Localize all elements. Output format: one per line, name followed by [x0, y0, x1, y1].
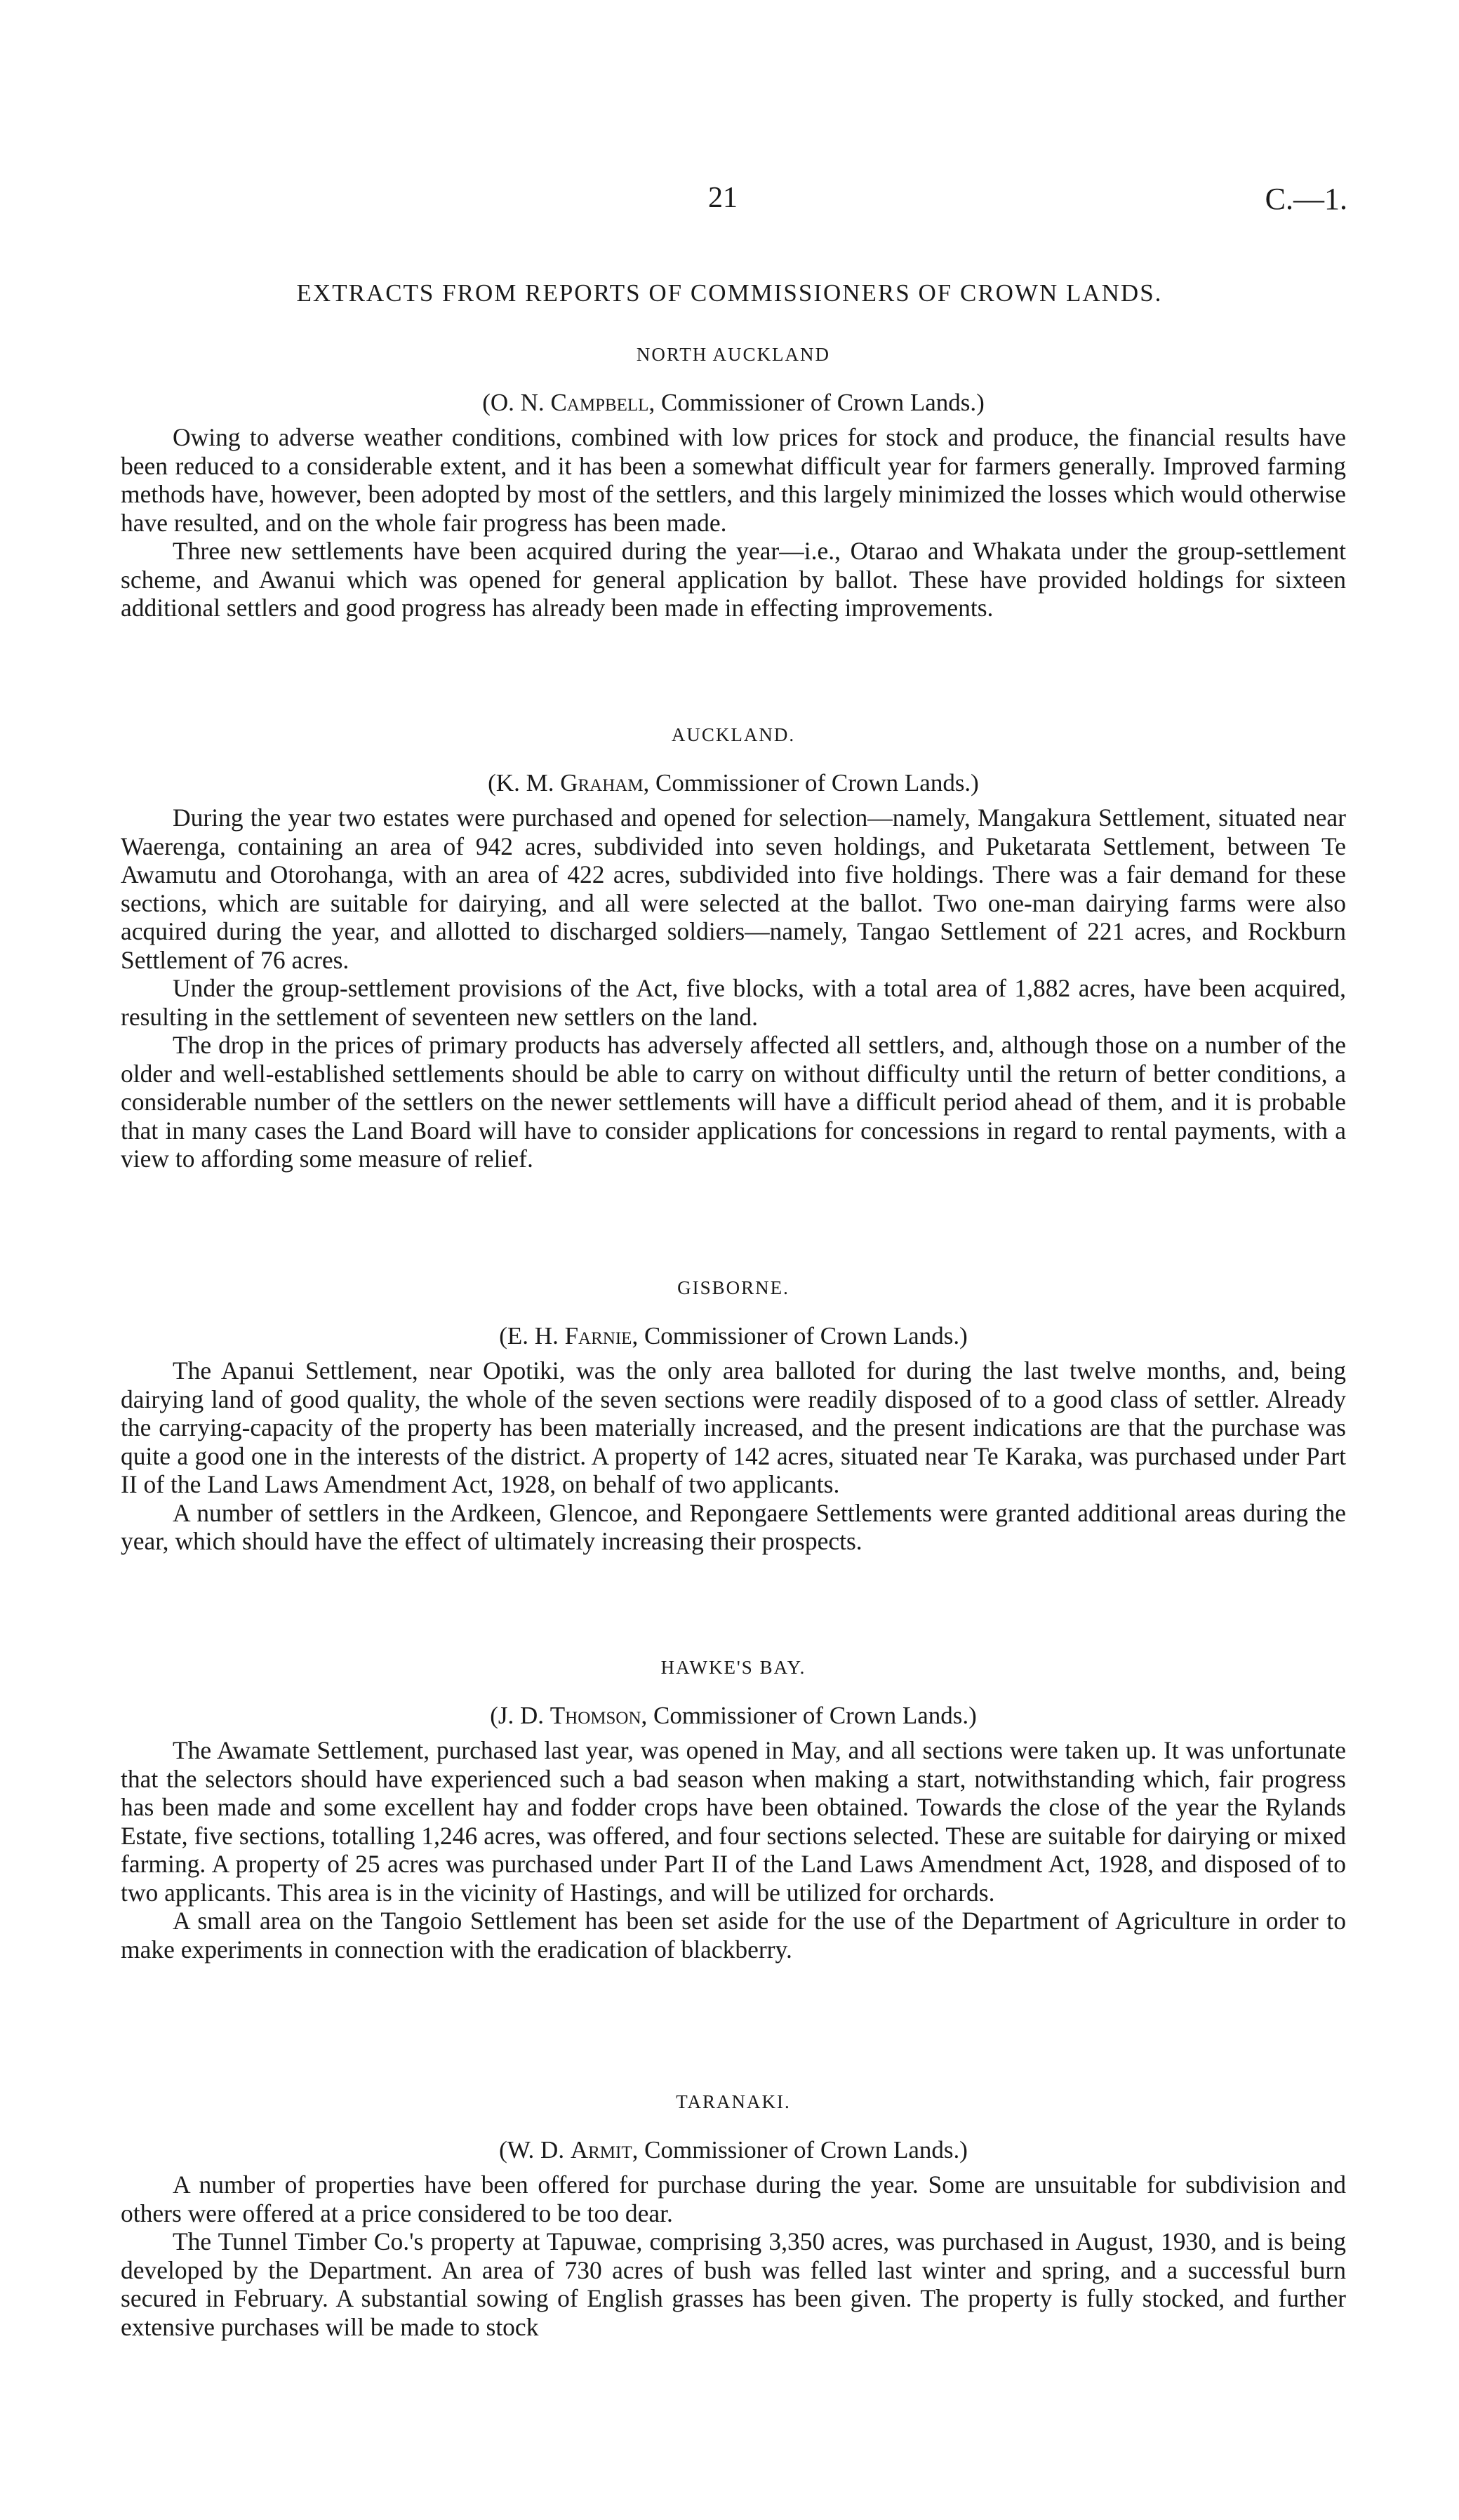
commissioner-initials: (J. D. [490, 1702, 550, 1729]
commissioner-line [121, 382, 1346, 423]
commissioner-title: , Commissioner of Crown Lands.) [632, 1322, 968, 1349]
section-auckland [121, 721, 1346, 1173]
paragraph: The Apanui Settlement, near Opotiki, was the only area balloted for during the last twelve months, and, being dairying land of good quality, the whole of the seven sections were readily disposed of to a good class of settler. Already the carrying-capacity of the property has been materially increased, and the present indications are that the purchase was quite a good one in the interests of the district. A property of 142 acres, situated near Te Karaka, was purchased under Part II of the Land Laws Amendment Act, 1928, on behalf of two applicants. [121, 1356, 1346, 1498]
paragraph: Under the group-settlement provisions of the Act, five blocks, with a total area of 1,882 acres, have been acquired, resulting in the settlement of seventeen new settlers on the land. [121, 974, 1346, 1031]
commissioner-line [121, 1316, 1346, 1356]
paragraph: A number of settlers in the Ardkeen, Glencoe, and Repongaere Settlements were granted additional areas during the year, which should have the effect of ultimately increasing their prospects. [121, 1498, 1346, 1555]
section-heading: HAWKE'S BAY. [660, 1657, 806, 1678]
section-heading: AUCKLAND. [671, 724, 796, 745]
page-number: 21 [708, 182, 738, 214]
section-heading: GISBORNE. [677, 1277, 790, 1298]
section-heading: TARANAKI. [676, 2091, 791, 2112]
commissioner-name: Thomson [549, 1702, 641, 1729]
commissioner-initials: (K. M. [488, 769, 561, 796]
paragraph: A small area on the Tangoio Settlement has been set aside for the use of the Department of Agriculture in order to make experiments in connection with the eradication of blackberry. [121, 1907, 1346, 1964]
commissioner-line [121, 2130, 1346, 2171]
paragraph: Three new settlements have been acquired during the year—i.e., Otarao and Whakata under the group-settlement scheme, and Awanui which was opened for general application by ballot. These have provided holdings for sixteen additional settlers and good progress has already been made in effecting improvements. [121, 537, 1346, 622]
paragraph: The drop in the prices of primary products has adversely affected all settlers, and, although those on a number of the older and well-established settlements should be able to carry on without difficulty until the return of better conditions, a considerable number of the settlers on the newer settlements will have a difficult period ahead of them, and it is probable that in many cases the Land Board will have to consider applications for concessions in regard to rental payments, with a view to affording some measure of relief. [121, 1031, 1346, 1173]
paragraph: A number of properties have been offered for purchase during the year. Some are unsuitable for subdivision and others were offered at a price considered to be too dear. [121, 2171, 1346, 2227]
commissioner-title: , Commissioner of Crown Lands.) [643, 769, 979, 796]
section-heading: NORTH AUCKLAND [636, 344, 831, 365]
commissioner-name: Graham [560, 769, 644, 796]
paragraph: The Tunnel Timber Co.'s property at Tapuwae, comprising 3,350 acres, was purchased in August, 1930, and is being developed by the Department. An area of 730 acres of bush was felled last winter and spring, and a successful burn secured in February. A substantial sowing of English grasses has been given. The property is fully stocked, and further extensive purchases will be made to stock [121, 2227, 1346, 2341]
commissioner-name: Farnie [564, 1322, 632, 1349]
paragraph: During the year two estates were purchased and opened for selection—namely, Mangakura Settlement, situated near Waerenga, containing an area of 942 acres, subdivided into seven holdings, and Puketarata Settlement, between Te Awamutu and Otorohanga, with an area of 422 acres, subdivided into five holdings. There was a fair demand for these sections, which are suitable for dairying, and all were selected at the ballot. Two one-man dairying farms were also acquired during the year, and allotted to discharged soldiers—namely, Tangao Settlement of 221 acres, and Rockburn Settlement of 76 acres. [121, 804, 1346, 974]
commissioner-line [121, 1695, 1346, 1736]
commissioner-name: Campbell [550, 389, 649, 416]
document-reference: C.—1. [1265, 182, 1347, 216]
commissioner-title: , Commissioner of Crown Lands.) [641, 1702, 977, 1729]
page-title: EXTRACTS FROM REPORTS OF COMMISSIONERS OF CROWN LANDS. [296, 279, 1163, 307]
commissioner-initials: (O. N. [482, 389, 551, 416]
section-gisborne [121, 1274, 1346, 1556]
section-taranaki [121, 2088, 1346, 2341]
section-north-auckland [121, 340, 1346, 622]
commissioner-title: , Commissioner of Crown Lands.) [632, 2136, 968, 2164]
commissioner-name: Armit [570, 2136, 632, 2164]
commissioner-title: , Commissioner of Crown Lands.) [648, 389, 985, 416]
section-hawkes-bay [121, 1653, 1346, 1964]
paragraph: The Awamate Settlement, purchased last year, was opened in May, and all sections were taken up. It was unfortunate that the selectors should have experienced such a bad season when making a start, notwithstanding which, fair progress has been made and some excellent hay and fodder crops have been obtained. Towards the close of the year the Rylands Estate, five sections, totalling 1,246 acres, was offered, and four sections selected. These are suitable for dairying or mixed farming. A property of 25 acres was purchased under Part II of the Land Laws Amendment Act, 1928, and disposed of to two applicants. This area is in the vicinity of Hastings, and will be utilized for orchards. [121, 1736, 1346, 1907]
commissioner-line [121, 763, 1346, 804]
commissioner-initials: (E. H. [499, 1322, 565, 1349]
commissioner-initials: (W. D. [499, 2136, 571, 2164]
paragraph: Owing to adverse weather conditions, combined with low prices for stock and produce, the financial results have been reduced to a considerable extent, and it has been a somewhat difficult year for farmers generally. Improved farming methods have, however, been adopted by most of the settlers, and this largely minimized the losses which would otherwise have resulted, and on the whole fair progress has been made. [121, 423, 1346, 537]
